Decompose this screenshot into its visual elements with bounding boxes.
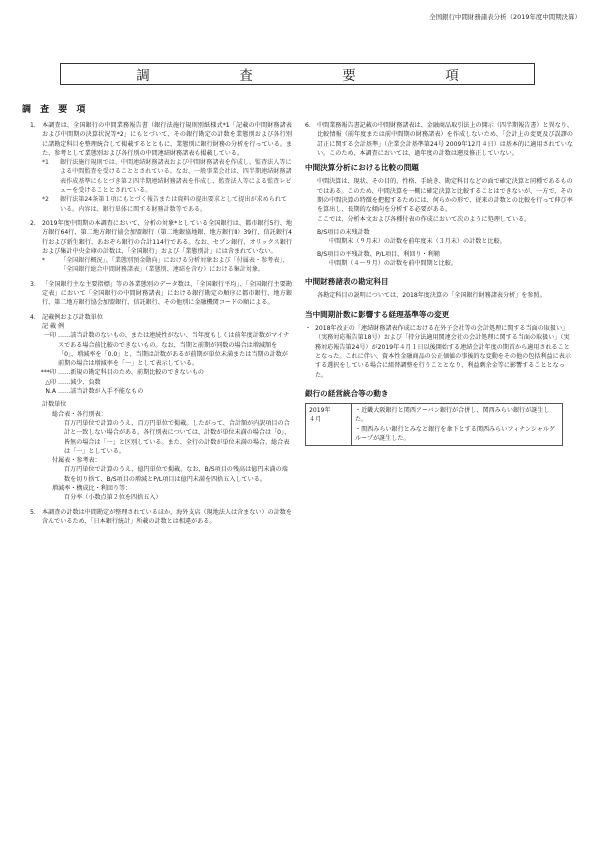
paragraph-4: 4． 記載例および計数単位 xyxy=(30,313,103,321)
heading-account-items: 中間財務諸表の勘定科目 xyxy=(305,277,389,287)
legend-item: △印 ……減少、負数 xyxy=(45,378,101,386)
paragraph-3: 3． 「全国銀行主な主要指標」等の各業態別のデータ数は、「全国銀行平均」、「全国銀行主要勘定表」において「全国銀行の中間財務諸表」における銀行勘定の順序に都市銀行、地方銀行、第二地方銀行協会加盟銀行、信託銀行、その他別に金融機関コードの順による。 xyxy=(30,280,292,307)
comparison-item-head: B/S項目の平残計数、P/L項目、利回り・利鞘 xyxy=(317,250,440,258)
units-item-body: 百分率（小数点第２位を四捨五入） xyxy=(64,494,162,502)
left-column xyxy=(30,121,292,531)
legend-head: 記 載 例 xyxy=(42,322,65,330)
units-item-head: 付属表・参考表： xyxy=(52,457,101,465)
event-item: ・関西みらい銀行とみなと銀行を傘下とする関西みらいフィナンシャルグループが誕生した。 xyxy=(355,425,555,443)
heading-comparison: 中間決算分析における比較の問題 xyxy=(305,163,419,173)
paragraph-5: 5． 本調査の計数は中間勘定が整理されているほか、海外支店（現地法人は含まない）の計数を含んでいるため、「日本銀行統計」所載の計数とは相違がある。 xyxy=(30,508,292,525)
comparison-paragraph: 中間決算は、現状、その目的、性格、手続き、勘定科目などの面で確定決算と同種であるものではある。このため、中間決算を一概に確定決算と比較することはできないが、一方で、その期の中間決算の特徴を把握するためには、何らかの形で、従来の計数との比較を行って伸び率を算出し、長期的な傾向を分析する必要がある。 xyxy=(317,178,573,214)
table-row xyxy=(306,404,563,446)
integration-table xyxy=(305,403,563,446)
footnote-3: * 「全国銀行概況」、「業態別預金動向」における分析対象および「付属表・参考表」、「全国銀行総合中間財務諸表」（業態別、連結を含む）における集計対象。 xyxy=(42,257,289,274)
legend-item: ***印 ……新規の勘定科目のため、前期比較のできないもの xyxy=(40,369,205,377)
right-column xyxy=(305,121,573,446)
comparison-item-body: 中間期（４～９月）の計数を前中間期と比較。 xyxy=(329,259,457,267)
section-title: 調 査 要 項 xyxy=(22,105,89,115)
units-item-head: 総合表・各行別表： xyxy=(52,410,107,418)
comparison-item-body: 中間期末（９月末）の計数を前年度末（３月末）の計数と比較。 xyxy=(329,238,506,246)
event-item: ・近畿大阪銀行と関西アーバン銀行が合併し、関西みらい銀行が誕生した。 xyxy=(355,407,550,424)
event-items xyxy=(352,404,563,446)
units-item-body: 百万円単位で計算のうえ、億円単位で掲載。なお、B/S項目の残高は億円未満の端数を切り捨て、B/S項目の増減とP/L項目は億円未満を四捨五入している。 xyxy=(64,466,288,483)
paragraph-2: 2． 2019年度中間期の本調査において、分析の対象*としている全国銀行は、都市銀行5行、地方銀行64行、第二地方銀行協会加盟銀行（第二地銀協地銀、地方銀行Ⅱ）39行、信託銀行4行および新生銀行、あおぞら銀行の合計114行である。なお、セブン銀行、オリックス銀行および集計中央金庫の計数は、「全国銀行」および「業態別計」には含まれていない。 xyxy=(30,219,292,255)
paragraph-6: 6． 中間業務報告書記載の中間財務諸表は、金融商品取引法上の開示（四半期報告書）と異なり、比較情報（前年度または前中間期の財務諸表）を作成しないため、「会計上の変更及び誤謬の訂正に関する会計基準」（企業会計基準第24号 2009年12月４日）は基本的に適用されていない。このため、本調査においては、過年度の計数は遡及修正していない。 xyxy=(305,122,573,157)
units-head: 計数単位 xyxy=(42,401,67,409)
accounting-change-item: ・ 2018年改正の「連結財務諸表作成における在外子会社等の会計処理に関する当面の取扱い」（実務対応報告第18号）および「持分法適用関連会社の会計処理に関する当面の取扱い」（実務対応報告第24号）が2019年４月１日以後開始する連結会計年度の期首から適用されることとなった。これに伴い、資本性金融商品の公正価値の事後的な変動をその他の包括利益に表示する選択をしている場合に組替調整を行うこととなり、利益剰余金等に影響することとなった。 xyxy=(305,325,571,379)
comparison-item-head: B/S項目の末残計数 xyxy=(317,228,370,236)
comparison-paragraph: ここでは、分析本文および各種付表の作成において次のように処理している。 xyxy=(317,215,531,223)
footnote-1: *1 銀行法施行規則では、中間連結財務諸表および中間財務諸表を作成し、監査法人等による中間監査を受けることとされている。なお、一般事業会社は、四半期連結財務諸表作成基準にもとづき第２四半期連結財務諸表を作成し、監査法人等による監査レビューを受けることとされている。 xyxy=(42,159,292,195)
page-title: 調 査 要 項 xyxy=(136,68,497,84)
units-item-head: 増減率・構成比・利回り等： xyxy=(52,484,132,492)
units-item-body: 百万円単位で計算のうえ、百万円単位で掲載。したがって、合計額が内訳項目の合計と一致しない場合がある。各行別表については、計数が単位未満の場合は「0」、皆無の場合は「一」と区別している。また、全行の計数が単位未満の場合、総合表は「一」としている。 xyxy=(64,419,291,455)
heading-accounting-changes: 当中間期計数に影響する経理基準等の変更 xyxy=(305,309,450,319)
legend-item: N.A ……該当計数が入手不能なもの xyxy=(45,388,144,396)
legend-item: 一印 ……該当計数のないもの、または連続性がない、当年度もしくは前年度計数がマイナスである場合前比較のできないもの。なお、当期と前期が同数の場合は増減額を「0」、増減率を「0.0」と、当期は計数があるが前期が単位未満または当期の計数が前期の場合は増減率を「一」として表示している。 xyxy=(43,332,290,368)
page-header-title: 全国銀行中間財務諸表分析（2019年度中間期決算） xyxy=(429,13,581,21)
paragraph-1: 1． 本調査は、全国銀行の中間業務報告書（銀行法施行規則別紙様式*1「記載の中間財務諸表および中間期の決算状況等*2」にもとづいて、その銀行勘定の計数を業態別および各行別に諸勘定科目を整理統合して掲載するとともに、業態別に銀行財務の分析を行っている。また、参考として業態別および各行別の中間連結財務諸表も掲載している。 xyxy=(30,122,292,157)
page-title-box xyxy=(60,63,535,85)
heading-integration: 銀行の経営統合等の動き xyxy=(305,388,389,398)
account-items-paragraph: 各勘定科目の説明については、2018年度決算の「全国銀行財務諸表分析」を参照。 xyxy=(317,292,546,300)
event-date: 2019年 ４月 xyxy=(306,404,352,446)
footnote-2: *2 銀行法第24条第１項にもとづく報告または資料の提出要求として提出が求められている。内容は、銀行単体に関する財務計数等である。 xyxy=(42,196,288,213)
